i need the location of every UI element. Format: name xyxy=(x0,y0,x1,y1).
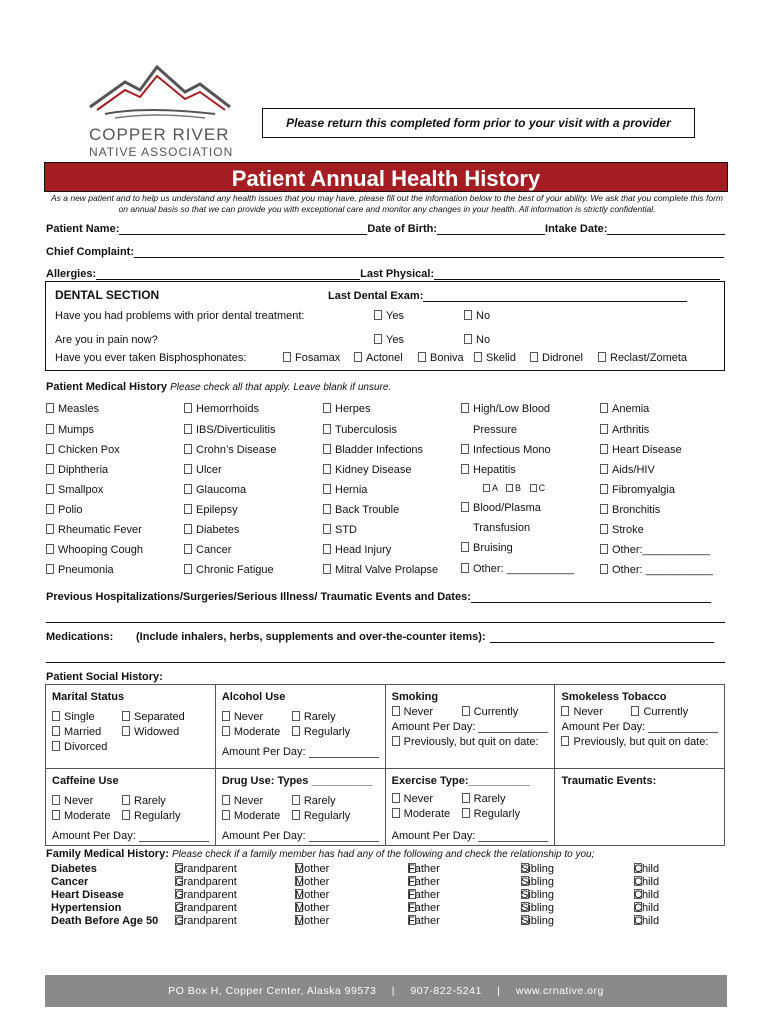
checkbox-icon[interactable] xyxy=(354,352,362,362)
smokeless-amount-field[interactable] xyxy=(648,724,718,733)
checkbox-icon[interactable] xyxy=(184,424,192,434)
family-condition: Cancer xyxy=(51,876,89,888)
checkbox-icon[interactable] xyxy=(530,352,538,362)
footer-sep-2: | xyxy=(497,985,501,997)
mh-item-label: Smallpox xyxy=(58,484,104,496)
exercise-never[interactable]: Never xyxy=(392,793,462,805)
mh-item-label: Aids/HIV xyxy=(612,464,655,476)
patient-name-field[interactable] xyxy=(119,224,367,235)
mh-item-label: Herpes xyxy=(335,403,371,415)
smokeless-cell: Smokeless Tobacco Never Currently Amount Per Day: Previously, but quit on date: xyxy=(555,685,725,769)
social-title: Patient Social History: xyxy=(46,671,163,683)
mh-item-label: STD xyxy=(335,524,357,536)
medications-label: Medications: xyxy=(46,631,114,643)
checkbox-icon[interactable] xyxy=(600,544,608,554)
checkbox-icon[interactable] xyxy=(464,334,472,344)
chief-complaint-field[interactable] xyxy=(134,247,724,258)
previous-row xyxy=(46,591,711,603)
intro-text: As a new patient and to help us understand any health issues that you may have, please fill out the information below to the best of your ability. We ask that you complete this form on annual basis so that we can provide you with exceptional care and monitor any changes in your health. All information is strictly confidential. xyxy=(50,193,724,214)
dental-q2-no[interactable]: No xyxy=(464,334,490,346)
checkbox-icon[interactable] xyxy=(46,484,54,494)
med-boniva[interactable]: Boniva xyxy=(418,352,464,364)
mh-pressure-label: Pressure xyxy=(473,424,518,436)
mh-item-label: Epilepsy xyxy=(196,504,238,516)
mh-col3-item[interactable] xyxy=(323,464,411,476)
mh-other-4[interactable]: Other: ___________ xyxy=(461,563,574,575)
mh-item-label: Ulcer xyxy=(196,464,222,476)
checkbox-icon[interactable] xyxy=(323,524,331,534)
social-history-table xyxy=(45,684,725,846)
mh-col5-item[interactable] xyxy=(600,464,655,476)
patient-info-row xyxy=(46,223,725,235)
family-hint: Please check if a family member has had any of the following and check the relationship to you; xyxy=(171,849,595,860)
dental-q2: Are you in pain now? xyxy=(55,334,158,346)
checkbox-icon[interactable] xyxy=(598,352,606,362)
family-condition: Diabetes xyxy=(51,863,97,875)
family-title: Family Medical History: xyxy=(46,848,169,860)
mh-col5-item[interactable] xyxy=(600,524,644,536)
caffeine-never[interactable]: Never xyxy=(52,795,122,807)
drug-rarely[interactable]: Rarely xyxy=(292,795,336,807)
mh-col1-item[interactable] xyxy=(46,524,142,536)
med-didronel[interactable]: Didronel xyxy=(530,352,583,364)
checkbox-icon[interactable] xyxy=(600,484,608,494)
checkbox-icon[interactable] xyxy=(474,352,482,362)
last-physical-label: Last Physical: xyxy=(360,268,435,280)
mh-col2-item[interactable] xyxy=(184,504,238,516)
alcohol-moderate[interactable]: Moderate xyxy=(222,726,292,738)
footer-sep-1: | xyxy=(391,985,395,997)
dental-q1-no[interactable]: No xyxy=(464,310,490,322)
checkbox-icon[interactable] xyxy=(184,464,192,474)
allergies-field[interactable] xyxy=(96,269,360,280)
dental-q1: Have you had problems with prior dental treatment: xyxy=(55,310,305,322)
drug-amount-field[interactable] xyxy=(309,833,379,842)
checkbox-icon[interactable] xyxy=(184,504,192,514)
dob-label: Date of Birth: xyxy=(367,223,438,235)
footer-web[interactable]: www.crnative.org xyxy=(515,985,604,997)
mh-col5-item[interactable] xyxy=(600,504,660,516)
mh-item-label: Diphtheria xyxy=(58,464,109,476)
return-notice: Please return this completed form prior to your visit with a provider xyxy=(262,108,695,138)
marital-widowed[interactable]: Widowed xyxy=(122,726,179,738)
mh-col3-item[interactable] xyxy=(323,504,399,516)
alcohol-amount-field[interactable] xyxy=(309,749,379,758)
checkbox-icon[interactable] xyxy=(323,564,331,574)
marital-cell: Marital Status Single Separated Married Widowed Divorced xyxy=(46,685,216,769)
checkbox-icon[interactable] xyxy=(464,310,472,320)
previous-label: Previous Hospitalizations/Surgeries/Serious Illness/ Traumatic Events and Dates: xyxy=(46,591,471,603)
marital-separated[interactable]: Separated xyxy=(122,711,185,723)
marital-married[interactable]: Married xyxy=(52,726,122,738)
mh-item-label: Arthritis xyxy=(612,424,650,436)
smoking-amount-field[interactable] xyxy=(478,724,548,733)
smokeless-never[interactable]: Never xyxy=(561,706,631,718)
mh-col3-item[interactable] xyxy=(323,403,370,415)
mh-col1-item[interactable] xyxy=(46,464,108,476)
dental-q1-yes[interactable]: Yes xyxy=(374,310,404,322)
mh-item-label: Hemorrhoids xyxy=(196,403,259,415)
mh-col1-item[interactable] xyxy=(46,484,103,496)
drug-cell: Drug Use: Types __________ Never Rarely Moderate Regularly Amount Per Day: xyxy=(215,769,385,846)
checkbox-icon[interactable] xyxy=(418,352,426,362)
allergies-row xyxy=(46,268,720,280)
mh-item-label: Other: ___________ xyxy=(612,564,713,576)
family-condition: Heart Disease xyxy=(51,889,124,901)
mh-item-label: Bronchitis xyxy=(612,504,661,516)
last-dental-exam xyxy=(328,290,687,302)
smoking-cell: Smoking Never Currently Amount Per Day: Previously, but quit on date: xyxy=(385,685,555,769)
med-skelid[interactable]: Skelid xyxy=(474,352,516,364)
checkbox-icon[interactable] xyxy=(323,424,331,434)
mh-col2-item[interactable] xyxy=(184,464,222,476)
allergies-label: Allergies: xyxy=(46,268,97,280)
hep-c[interactable]: C xyxy=(530,483,546,493)
logo-mountain-icon xyxy=(85,62,235,122)
checkbox-icon[interactable] xyxy=(600,444,608,454)
checkbox-icon[interactable] xyxy=(184,403,192,413)
alcohol-rarely[interactable]: Rarely xyxy=(292,711,336,723)
caffeine-amount-field[interactable] xyxy=(139,833,209,842)
dental-q2-yes[interactable]: Yes xyxy=(374,334,404,346)
checkbox-icon[interactable] xyxy=(184,524,192,534)
last-physical-field[interactable] xyxy=(434,269,720,280)
mh-bruising[interactable]: Bruising xyxy=(461,542,513,554)
mh-item-label: Back Trouble xyxy=(335,504,400,516)
drug-regularly[interactable]: Regularly xyxy=(292,810,350,822)
mh-item-label: Measles xyxy=(58,403,99,415)
checkbox-icon[interactable] xyxy=(374,334,382,344)
intake-date-label: Intake Date: xyxy=(545,223,608,235)
mh-item-label: Chicken Pox xyxy=(58,444,120,456)
exercise-moderate[interactable]: Moderate xyxy=(392,808,462,820)
mh-item-label: Head Injury xyxy=(335,544,392,556)
checkbox-icon[interactable] xyxy=(600,504,608,514)
mh-col1-item[interactable] xyxy=(46,504,82,516)
mh-item-label: Whooping Cough xyxy=(58,544,144,556)
checkbox-icon[interactable] xyxy=(46,524,54,534)
checkbox-icon[interactable] xyxy=(323,484,331,494)
exercise-rarely[interactable]: Rarely xyxy=(462,793,506,805)
marital-single[interactable]: Single xyxy=(52,711,122,723)
dental-q3: Have you ever taken Bisphosphonates: xyxy=(55,352,247,364)
marital-divorced[interactable]: Divorced xyxy=(52,741,107,753)
mh-item-label: Stroke xyxy=(612,524,644,536)
mh-col2-item[interactable] xyxy=(184,524,239,536)
org-name: COPPER RIVER xyxy=(89,125,230,144)
mh-item-label: Heart Disease xyxy=(612,444,682,456)
mh-item-label: Anemia xyxy=(612,403,650,415)
mh-item-label: Fibromyalgia xyxy=(612,484,675,496)
mh-col2-item[interactable] xyxy=(184,403,259,415)
checkbox-icon[interactable] xyxy=(46,544,54,554)
mh-col2-item[interactable] xyxy=(184,444,277,456)
medical-history-hint: Please check all that apply. Leave blank if unsure. xyxy=(170,382,392,393)
drug-never[interactable]: Never xyxy=(222,795,292,807)
med-fosamax[interactable]: Fosamax xyxy=(283,352,340,364)
previous-field[interactable] xyxy=(471,592,711,603)
mh-high-low-blood[interactable]: High/Low Blood xyxy=(461,403,550,415)
mh-col3-item[interactable] xyxy=(323,484,367,496)
checkbox-icon[interactable] xyxy=(323,444,331,454)
medications-line-2[interactable] xyxy=(46,662,725,663)
mh-col1-item[interactable] xyxy=(46,424,94,436)
mh-blood-plasma[interactable]: Blood/Plasma xyxy=(461,502,541,514)
mh-col2-item[interactable] xyxy=(184,544,231,556)
checkbox-icon[interactable] xyxy=(184,444,192,454)
mh-col3-item[interactable] xyxy=(323,424,397,436)
hep-b[interactable]: B xyxy=(506,483,521,493)
mh-item-label: Tuberculosis xyxy=(335,424,397,436)
checkbox-icon[interactable] xyxy=(46,564,54,574)
mh-item-label: Mitral Valve Prolapse xyxy=(335,564,439,576)
mh-hepatitis[interactable]: Hepatitis xyxy=(461,464,516,476)
mh-item-label: Hernia xyxy=(335,484,368,496)
logo xyxy=(85,62,235,158)
mh-col5-item[interactable] xyxy=(600,564,713,576)
mh-col2-item[interactable] xyxy=(184,564,274,576)
mh-col3-item[interactable] xyxy=(323,564,438,576)
exercise-cell: Exercise Type:__________ Never Rarely Moderate Regularly Amount Per Day: xyxy=(385,769,555,846)
checkbox-icon[interactable] xyxy=(46,464,54,474)
mh-col3-item[interactable] xyxy=(323,524,357,536)
checkbox-icon[interactable] xyxy=(184,484,192,494)
checkbox-icon[interactable] xyxy=(184,564,192,574)
checkbox-icon[interactable] xyxy=(46,444,54,454)
mh-item-label: Crohn’s Disease xyxy=(196,444,277,456)
smoking-currently[interactable]: Currently xyxy=(462,706,519,718)
mh-col3-item[interactable] xyxy=(323,444,423,456)
mh-transfusion-label: Transfusion xyxy=(473,522,531,534)
mh-col5-item[interactable] xyxy=(600,484,675,496)
org-sub: NATIVE ASSOCIATION xyxy=(89,145,234,159)
mh-col2-item[interactable] xyxy=(184,424,275,436)
checkbox-icon[interactable] xyxy=(46,403,54,413)
med-actonel[interactable]: Actonel xyxy=(354,352,403,364)
page-title: Patient Annual Health History xyxy=(231,166,541,191)
caffeine-cell: Caffeine Use Never Rarely Moderate Regularly Amount Per Day: xyxy=(46,769,216,846)
medications-hint: (Include inhalers, herbs, supplements and over-the-counter items): xyxy=(136,631,486,643)
mh-col1-item[interactable] xyxy=(46,544,143,556)
patient-name-label: Patient Name: xyxy=(46,223,120,235)
chief-complaint-label: Chief Complaint: xyxy=(46,246,134,258)
family-condition: Hypertension xyxy=(51,902,122,914)
mh-col5-item[interactable] xyxy=(600,403,649,415)
checkbox-icon[interactable] xyxy=(323,403,331,413)
mh-item-label: Mumps xyxy=(58,424,95,436)
checkbox-icon[interactable] xyxy=(323,544,331,554)
hep-a[interactable]: A xyxy=(483,483,498,493)
mh-col5-item[interactable] xyxy=(600,424,649,436)
caffeine-moderate[interactable]: Moderate xyxy=(52,810,122,822)
smokeless-currently[interactable]: Currently xyxy=(631,706,688,718)
mh-item-label: Kidney Disease xyxy=(335,464,412,476)
dental-section xyxy=(45,281,725,371)
mh-col5-item[interactable] xyxy=(600,444,682,456)
mh-col1-item[interactable] xyxy=(46,564,114,576)
mh-item-label: Chronic Fatigue xyxy=(196,564,274,576)
mh-col5-item[interactable] xyxy=(600,544,710,556)
mh-col1-item[interactable] xyxy=(46,444,120,456)
mh-item-label: IBS/Diverticulitis xyxy=(196,424,276,436)
checkbox-icon[interactable] xyxy=(374,310,382,320)
medical-history-title: Patient Medical History xyxy=(46,381,168,393)
dob-field[interactable] xyxy=(437,224,545,235)
checkbox-icon[interactable] xyxy=(323,464,331,474)
complaint-row xyxy=(46,246,724,258)
medical-history-header xyxy=(46,381,391,393)
caffeine-regularly[interactable]: Regularly xyxy=(122,810,180,822)
mh-col1-item[interactable] xyxy=(46,403,99,415)
checkbox-icon[interactable] xyxy=(600,564,608,574)
footer-phone: 907-822-5241 xyxy=(410,985,482,997)
checkbox-icon[interactable] xyxy=(283,352,291,362)
checkbox-icon[interactable] xyxy=(600,403,608,413)
checkbox-icon[interactable] xyxy=(184,544,192,554)
mh-item-label: Other:___________ xyxy=(612,544,710,556)
smoking-never[interactable]: Never xyxy=(392,706,462,718)
medications-row xyxy=(46,631,714,643)
med-reclast[interactable]: Reclast/Zometa xyxy=(598,352,687,364)
mh-item-label: Glaucoma xyxy=(196,484,247,496)
mh-hepatitis-types xyxy=(483,483,545,493)
smokeless-previously[interactable]: Previously, but quit on date: xyxy=(561,736,708,748)
checkbox-icon[interactable] xyxy=(600,524,608,534)
family-header xyxy=(46,848,594,860)
mh-infectious-mono[interactable]: Infectious Mono xyxy=(461,444,551,456)
intake-date-field[interactable] xyxy=(607,224,725,235)
last-dental-exam-label: Last Dental Exam: xyxy=(328,290,424,302)
previous-line-2[interactable] xyxy=(46,622,725,623)
mh-item-label: Rheumatic Fever xyxy=(58,524,142,536)
mh-col3-item[interactable] xyxy=(323,544,391,556)
mh-item-label: Cancer xyxy=(196,544,232,556)
alcohol-cell: Alcohol Use Never Rarely Moderate Regularly Amount Per Day: xyxy=(215,685,385,769)
checkbox-icon[interactable] xyxy=(46,424,54,434)
mh-item-label: Pneumonia xyxy=(58,564,114,576)
exercise-regularly[interactable]: Regularly xyxy=(462,808,520,820)
traumatic-cell: Traumatic Events: xyxy=(555,769,725,846)
mh-col2-item[interactable] xyxy=(184,484,246,496)
family-condition: Death Before Age 50 xyxy=(51,915,159,927)
exercise-amount-field[interactable] xyxy=(478,833,548,842)
alcohol-never[interactable]: Never xyxy=(222,711,292,723)
caffeine-rarely[interactable]: Rarely xyxy=(122,795,166,807)
checkbox-icon[interactable] xyxy=(600,424,608,434)
checkbox-icon[interactable] xyxy=(600,464,608,474)
medications-field[interactable] xyxy=(490,632,714,643)
smoking-previously[interactable]: Previously, but quit on date: xyxy=(392,736,539,748)
last-dental-exam-field[interactable] xyxy=(423,291,687,302)
checkbox-icon[interactable] xyxy=(323,504,331,514)
dental-title: DENTAL SECTION xyxy=(55,288,160,302)
footer-bar xyxy=(45,975,727,1007)
drug-moderate[interactable]: Moderate xyxy=(222,810,292,822)
checkbox-icon[interactable] xyxy=(46,504,54,514)
alcohol-regularly[interactable]: Regularly xyxy=(292,726,350,738)
mh-item-label: Polio xyxy=(58,504,83,516)
mh-item-label: Bladder Infections xyxy=(335,444,424,456)
footer-address: PO Box H, Copper Center, Alaska 99573 xyxy=(168,985,377,997)
mh-item-label: Diabetes xyxy=(196,524,240,536)
